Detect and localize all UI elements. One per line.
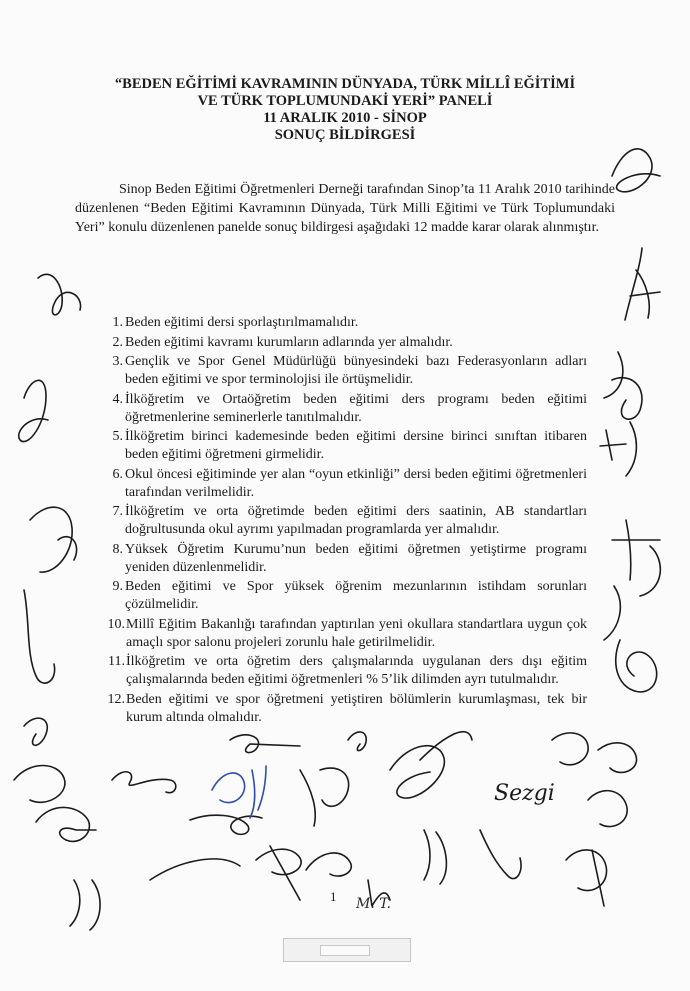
title-line-3: 11 ARALIK 2010 - SİNOP [263, 110, 427, 126]
signature-bottom-4 [420, 732, 472, 760]
signature-bottom-5 [112, 772, 176, 793]
list-item [105, 314, 587, 332]
scan-binding-clip [283, 938, 411, 962]
title-line-4: SONUÇ BİLDİRGESİ [274, 127, 416, 143]
list-item [105, 691, 587, 727]
item-text: Okul öncesi eğitiminde yer alan “oyun etkinliği” dersi beden eğitimi öğretmenleri tarafından verilmelidir. [125, 466, 587, 500]
list-item [105, 466, 587, 502]
signature-right-6 [604, 546, 660, 640]
signature-left-2 [19, 380, 48, 441]
handwritten-mt: M. T. [356, 896, 391, 912]
item-number: 10. [107, 616, 125, 632]
item-number: 9. [112, 579, 123, 594]
item-number: 11. [108, 654, 125, 669]
signature-bottom-3 [390, 746, 444, 798]
scan-clip-inner [320, 945, 370, 956]
item-text: Beden eğitimi dersi sporlaştırılmamalıdır. [125, 315, 359, 330]
signature-left-4 [24, 590, 55, 683]
item-text: Gençlik ve Spor Genel Müdürlüğü bünyesindeki bazı Federasyonların adları beden eğitimi ve spor terminolojisi ile örtüşmelidir. [125, 354, 587, 387]
item-number: 7. [112, 504, 123, 519]
item-number: 3. [112, 354, 123, 369]
signature-left-3 [30, 507, 77, 572]
item-text: Beden eğitimi ve spor öğretmeni yetiştiren bölümlerin kurumlaşması, tek bir kurum altında olmalıdır. [126, 691, 587, 725]
list-item [105, 653, 587, 689]
signature-bottom-1 [230, 735, 300, 753]
page-number: 1 [330, 889, 337, 904]
list-item [105, 353, 587, 389]
signature-bottom-8 [190, 815, 262, 834]
signature-right-7 [616, 640, 657, 692]
item-number: 12. [107, 691, 125, 707]
signature-bottom-15 [480, 830, 521, 879]
item-text: Beden eğitimi ve Spor yüksek öğrenim mezunlarının istihdam sorunları çözülmelidir. [125, 579, 587, 612]
signature-bottom-7 [36, 807, 96, 841]
list-item [105, 616, 587, 652]
list-item [105, 334, 587, 352]
item-text: Beden eğitimi kavramı kurumların adlarında yer almalıdır. [125, 334, 453, 350]
item-text: İlköğretim birinci kademesinde beden eğitimi dersine birinci sınıftan itibaren beden eğitimi öğretmeni girmelidir. [125, 429, 587, 462]
signature-bottom-19 [566, 850, 607, 906]
signature-right-1 [612, 149, 660, 192]
signature-bottom-14 [424, 830, 446, 884]
item-number: 4. [112, 391, 123, 407]
signature-right-2 [625, 248, 660, 320]
signature-bottom-18 [588, 791, 627, 827]
item-text: Millî Eğitim Bakanlığı tarafından yaptırılan yeni okullara standartlara uygun çok amaçlı spor salonu projeleri zorunlu hale getirilmelidir. [126, 616, 587, 650]
list-item [105, 503, 587, 539]
item-number: 6. [112, 466, 123, 482]
intro-text: Sinop Beden Eğitimi Öğretmenleri Derneği tarafından Sinop’ta 11 Aralık 2010 tarihinde düzenlenen “Beden Eğitimi Kavramının Dünyada, Türk Milli Eğitimi ve Türk Toplumundaki Yeri” konulu düzenlenen panelde sonuç bildirgesi aşağıdaki 12 madde karar olarak alınmıştır. [75, 182, 615, 235]
handwritten-sezgi: Sezgi [494, 781, 555, 806]
item-number: 5. [112, 429, 123, 444]
resolution-list [105, 314, 587, 728]
item-text: Yüksek Öğretim Kurumu’nun beden eğitimi öğretmen yetiştirme programı yeniden düzenlenmelidir. [125, 541, 587, 575]
item-text: İlköğretim ve orta öğretim ders çalışmalarında uygulanan ders dışı eğitim çalışmalarında beden eğitimi öğretmenleri % 5’lik dilimden ayrı tutulmalıdır. [126, 654, 587, 687]
item-number: 1. [112, 315, 123, 330]
signature-right-5 [612, 520, 660, 580]
signature-bottom-6 [14, 766, 65, 803]
signature-bottom-10 [256, 846, 301, 900]
signature-bottom-12 [150, 859, 240, 880]
list-item [105, 578, 587, 614]
document-title [0, 76, 690, 144]
signature-bottom-20 [368, 880, 390, 906]
signature-left-5 [24, 718, 47, 745]
signature-bottom-9 [300, 768, 349, 826]
list-item [105, 428, 587, 464]
signature-blue [212, 766, 266, 818]
title-line-2: VE TÜRK TOPLUMUNDAKİ YERİ” PANELİ [197, 93, 493, 109]
signature-bottom-16 [552, 733, 588, 765]
item-text: İlköğretim ve orta öğretimde beden eğitimi ders saatinin, AB standartları doğrultusunda okul ayrımı yapılmadan programlarda yer almalıdır. [125, 504, 587, 537]
list-item [105, 541, 587, 577]
intro-paragraph [75, 180, 615, 237]
signature-bottom-17 [598, 743, 637, 773]
signature-bottom-13 [70, 880, 100, 930]
signature-bottom-11 [306, 853, 351, 876]
item-text: İlköğretim ve Ortaöğretim beden eğitimi ders programı beden eğitimi öğretmenlerine seminerlerle tanıtılmalıdır. [125, 391, 587, 425]
item-number: 2. [112, 334, 123, 350]
signature-right-3 [604, 352, 642, 419]
title-line-1: “BEDEN EĞİTİMİ KAVRAMININ DÜNYADA, TÜRK MİLLÎ EĞİTİMİ [114, 76, 576, 92]
signature-bottom-2 [348, 732, 366, 751]
list-item [105, 391, 587, 427]
signature-right-4 [600, 422, 636, 476]
signature-left-1 [38, 274, 81, 314]
item-number: 8. [112, 541, 123, 557]
